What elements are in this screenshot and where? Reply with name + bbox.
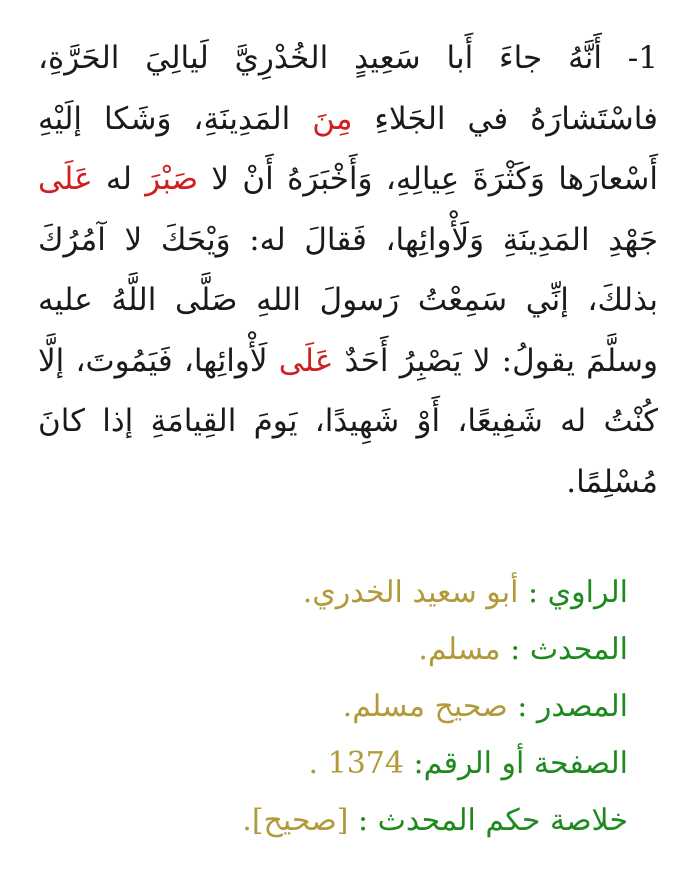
- ruling-row: [38, 792, 628, 849]
- page-number-value: 1374 .: [308, 746, 404, 781]
- hadith-highlight: مِنَ: [312, 100, 353, 137]
- hadith-segment: لَأْوائِها، فَيَمُوتَ، إلَّا كُنْتُ له شَفِيعًا، أَوْ شَهِيدًا، يَومَ القِيامَةِ إذا كانَ مُسْلِمًا.: [38, 342, 658, 500]
- narrator-row: [38, 564, 628, 621]
- muhaddith-row: [38, 621, 628, 678]
- hadith-segment: له: [92, 161, 146, 197]
- hadith-text: [38, 28, 658, 512]
- muhaddith-label: المحدث: [529, 632, 628, 667]
- source-separator: :: [507, 689, 537, 724]
- ruling-separator: :: [348, 803, 378, 838]
- ruling-label: خلاصة حكم المحدث: [377, 803, 628, 838]
- page-number-row: [38, 735, 628, 792]
- hadith-highlight: عَلَى: [278, 342, 334, 379]
- ruling-value: [صحيح].: [242, 803, 349, 838]
- narrator-label: الراوي: [547, 575, 628, 610]
- hadith-segment: المَدِينَةِ، وَشَكا إلَيْهِ أَسْعارَها وَكَثْرَةَ عِيالِهِ، وَأَخْبَرَهُ أَنْ لا: [38, 100, 658, 197]
- page-number-label: الصفحة أو الرقم: [423, 746, 628, 781]
- hadith-segment: 1- أَنَّهُ جاءَ أَبا سَعِيدٍ الخُدْرِيَّ لَيالِيَ الحَرَّةِ، فاسْتَشارَهُ في الجَلاءِ: [38, 40, 658, 137]
- hadith-highlight: عَلَى: [38, 161, 93, 197]
- source-row: [38, 678, 628, 735]
- hadith-highlight: صَبْرَ: [145, 161, 199, 197]
- narrator-value: أبو سعيد الخدري.: [302, 575, 519, 610]
- hadith-segment: جَهْدِ المَدِينَةِ وَلَأْوائِها، فَقالَ له: وَيْحَكَ لا آمُرُكَ بذلكَ، إنِّي سَمِعْتُ رَسولَ اللهِ صَلَّى اللَّهُ عليه وسلَّمَ يقولُ: لا يَصْبِرُ أَحَدٌ: [38, 221, 658, 379]
- muhaddith-value: مسلم.: [418, 632, 501, 667]
- muhaddith-separator: :: [500, 632, 530, 667]
- page-number-separator: :: [403, 746, 424, 781]
- source-label: المصدر: [536, 689, 628, 724]
- source-value: صحيح مسلم.: [342, 689, 508, 724]
- hadith-metadata: [38, 564, 658, 849]
- narrator-separator: :: [518, 575, 548, 610]
